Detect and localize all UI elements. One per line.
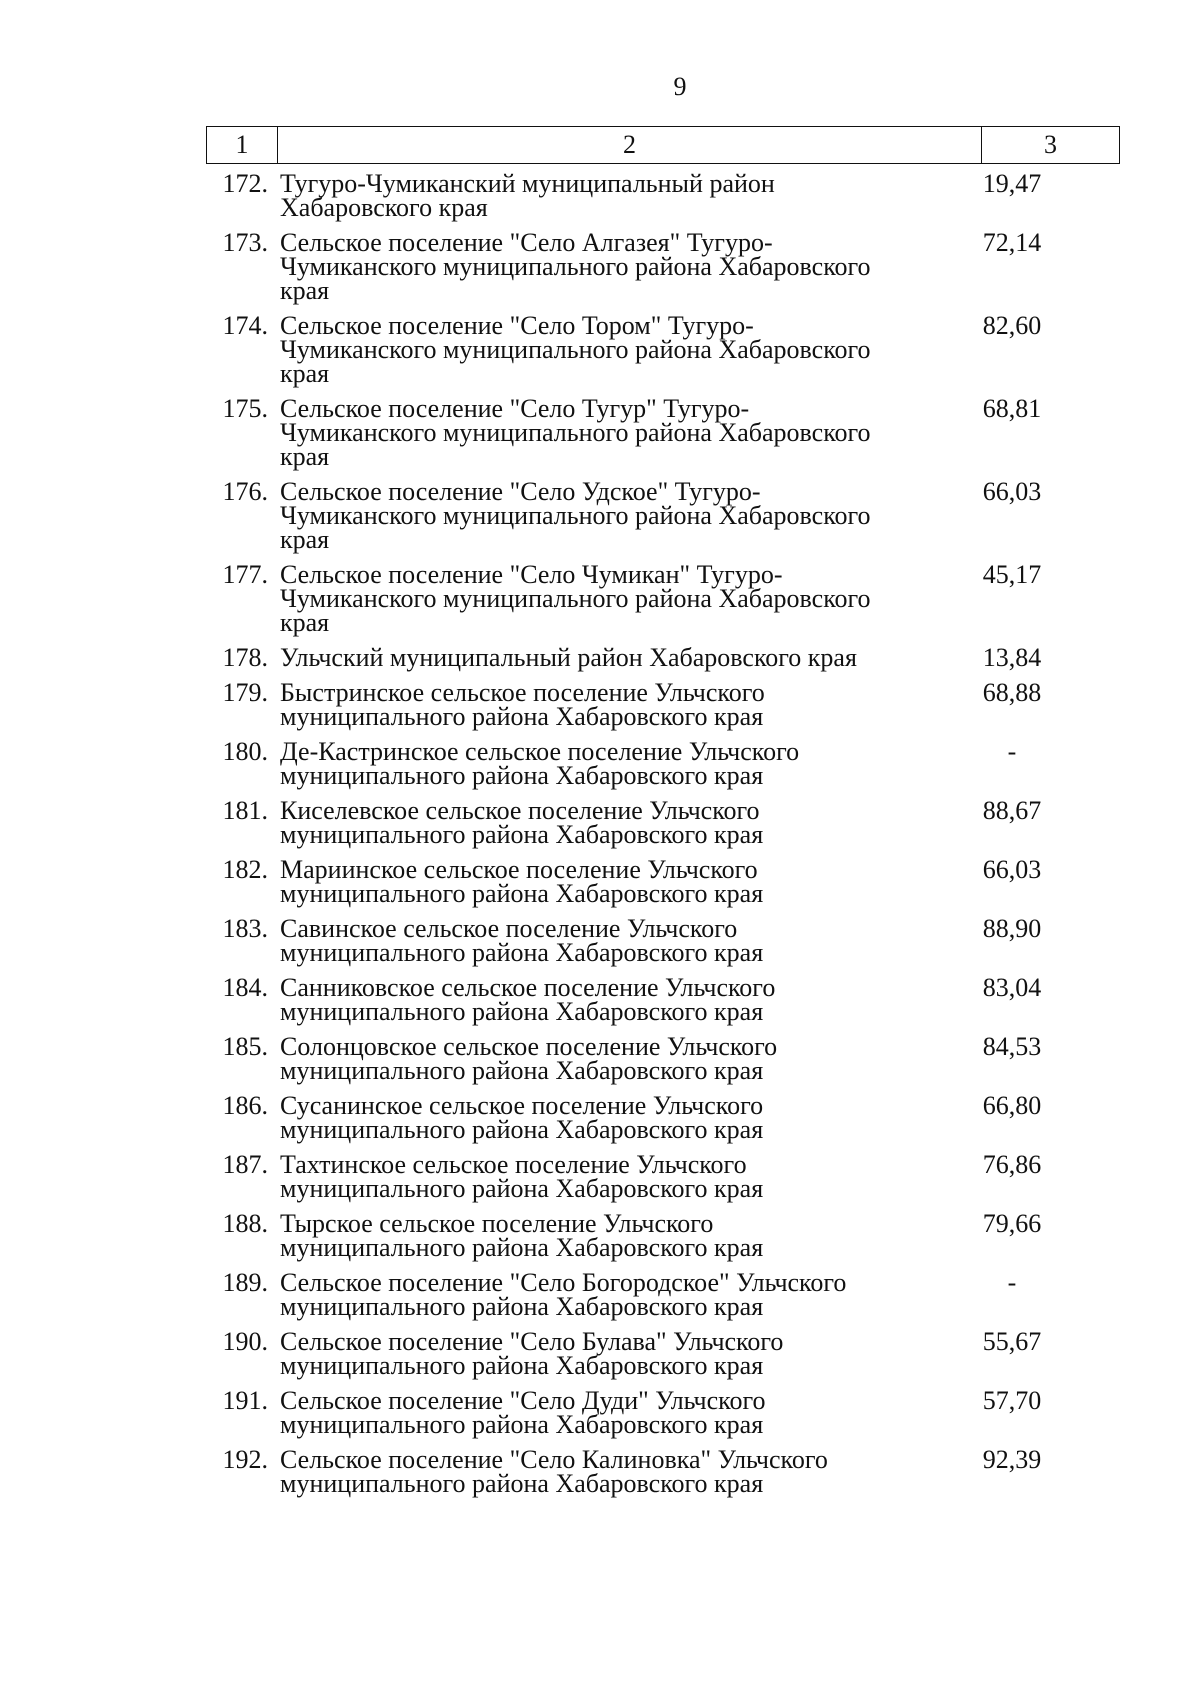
row-name-line: муниципального района Хабаровского края xyxy=(280,1410,764,1439)
table-row xyxy=(206,796,1120,849)
table-row xyxy=(206,1327,1120,1380)
row-number: 182. xyxy=(222,855,268,884)
row-name-line: Тугуро-Чумиканский муниципальный район xyxy=(280,169,775,198)
row-name-line: края xyxy=(280,442,330,471)
row-name-line: муниципального района Хабаровского края xyxy=(280,997,764,1026)
row-number: 186. xyxy=(222,1091,268,1120)
row-name-line: Сельское поселение "Село Чумикан" Тугуро- xyxy=(280,560,783,589)
row-number: 187. xyxy=(222,1150,268,1179)
row-number: 173. xyxy=(222,228,268,257)
row-number: 185. xyxy=(222,1032,268,1061)
row-value: 45,17 xyxy=(982,560,1042,589)
row-value: 55,67 xyxy=(982,1327,1042,1356)
row-name-line: муниципального района Хабаровского края xyxy=(280,1115,764,1144)
row-name-line: муниципального района Хабаровского края xyxy=(280,1233,764,1262)
row-name-line: Сельское поселение "Село Алгазея" Тугуро- xyxy=(280,228,773,257)
row-number: 172. xyxy=(222,169,268,198)
row-name xyxy=(280,1386,940,1439)
row-number: 180. xyxy=(222,737,268,766)
row-name-line: Сельское поселение "Село Калиновка" Ульчского xyxy=(280,1445,828,1474)
row-name xyxy=(280,1209,940,1262)
table-row xyxy=(206,228,1120,305)
row-name-line: Мариинское сельское поселение Ульчского xyxy=(280,855,758,884)
table-header xyxy=(206,126,1120,164)
row-name-line: Де-Кастринское сельское поселение Ульчского xyxy=(280,737,800,766)
row-value: 66,03 xyxy=(982,477,1042,506)
table-row xyxy=(206,394,1120,471)
row-name-line: края xyxy=(280,276,330,305)
row-name-line: муниципального района Хабаровского края xyxy=(280,879,764,908)
row-value: 66,80 xyxy=(982,1091,1042,1120)
row-name xyxy=(280,560,940,637)
table-row xyxy=(206,169,1120,222)
row-name-line: муниципального района Хабаровского края xyxy=(280,938,764,967)
row-name-line: Хабаровского края xyxy=(280,193,488,222)
row-value: 88,67 xyxy=(982,796,1042,825)
row-name-line: муниципального района Хабаровского края xyxy=(280,1351,764,1380)
table-row xyxy=(206,855,1120,908)
row-name-line: муниципального района Хабаровского края xyxy=(280,1174,764,1203)
row-name-line: Быстринское сельское поселение Ульчского xyxy=(280,678,765,707)
row-value: 82,60 xyxy=(982,311,1042,340)
row-name xyxy=(280,1445,940,1498)
row-name xyxy=(280,1150,940,1203)
row-name xyxy=(280,169,940,222)
row-name-line: Сельское поселение "Село Богородское" Ульчского xyxy=(280,1268,847,1297)
row-value: 72,14 xyxy=(982,228,1042,257)
table-row xyxy=(206,477,1120,554)
row-name-line: Сельское поселение "Село Булава" Ульчского xyxy=(280,1327,784,1356)
row-value: 84,53 xyxy=(982,1032,1042,1061)
row-value: 68,88 xyxy=(982,678,1042,707)
row-name-line: Тырское сельское поселение Ульчского xyxy=(280,1209,714,1238)
table-row xyxy=(206,560,1120,637)
row-name xyxy=(280,1268,940,1321)
page-number: 9 xyxy=(673,72,687,101)
row-number: 184. xyxy=(222,973,268,1002)
header-col-1: 1 xyxy=(207,127,278,163)
row-name-line: Чумиканского муниципального района Хабаровского xyxy=(280,501,871,530)
table-row xyxy=(206,1386,1120,1439)
row-name-line: Сельское поселение "Село Тором" Тугуро- xyxy=(280,311,754,340)
header-col-2: 2 xyxy=(278,127,982,163)
row-value: 68,81 xyxy=(982,394,1042,423)
row-name-line: Сусанинское сельское поселение Ульчского xyxy=(280,1091,764,1120)
row-name-line: муниципального района Хабаровского края xyxy=(280,761,764,790)
row-name xyxy=(280,394,940,471)
row-value: 66,03 xyxy=(982,855,1042,884)
header-col-3: 3 xyxy=(1044,130,1057,159)
row-number: 178. xyxy=(222,643,268,672)
row-name-line: Чумиканского муниципального района Хабаровского xyxy=(280,418,871,447)
row-value: 13,84 xyxy=(982,643,1042,672)
row-name-line: Сельское поселение "Село Тугур" Тугуро- xyxy=(280,394,750,423)
table-row xyxy=(206,1268,1120,1321)
row-number: 176. xyxy=(222,477,268,506)
row-name-line: Ульчский муниципальный район Хабаровского края xyxy=(280,643,857,672)
table-row xyxy=(206,311,1120,388)
row-name-line: Тахтинское сельское поселение Ульчского xyxy=(280,1150,747,1179)
row-value: 88,90 xyxy=(982,914,1042,943)
row-name-line: Чумиканского муниципального района Хабаровского xyxy=(280,584,871,613)
row-name-line: края xyxy=(280,608,330,637)
row-value: 79,66 xyxy=(982,1209,1042,1238)
row-name-line: муниципального района Хабаровского края xyxy=(280,1056,764,1085)
row-name-line: края xyxy=(280,525,330,554)
row-name xyxy=(280,737,940,790)
row-name xyxy=(280,796,940,849)
row-value: - xyxy=(1007,1268,1017,1297)
row-name-line: края xyxy=(280,359,330,388)
row-number: 189. xyxy=(222,1268,268,1297)
row-number: 181. xyxy=(222,796,268,825)
row-name-line: Санниковское сельское поселение Ульчского xyxy=(280,973,776,1002)
row-name xyxy=(280,228,940,305)
table-row xyxy=(206,678,1120,731)
row-value: 19,47 xyxy=(982,169,1042,198)
row-number: 174. xyxy=(222,311,268,340)
row-number: 188. xyxy=(222,1209,268,1238)
row-name xyxy=(280,1032,940,1085)
row-name-line: муниципального района Хабаровского края xyxy=(280,1469,764,1498)
row-name-line: муниципального района Хабаровского края xyxy=(280,702,764,731)
row-number: 183. xyxy=(222,914,268,943)
row-name-line: Киселевское сельское поселение Ульчского xyxy=(280,796,760,825)
row-name xyxy=(280,643,940,672)
row-name-line: муниципального района Хабаровского края xyxy=(280,1292,764,1321)
row-name xyxy=(280,973,940,1026)
row-name-line: Савинское сельское поселение Ульчского xyxy=(280,914,738,943)
table-row xyxy=(206,643,1120,672)
table-row xyxy=(206,1150,1120,1203)
row-number: 191. xyxy=(222,1386,268,1415)
table-row xyxy=(206,1091,1120,1144)
row-name xyxy=(280,678,940,731)
row-name xyxy=(280,855,940,908)
row-name-line: Чумиканского муниципального района Хабаровского xyxy=(280,335,871,364)
row-number: 175. xyxy=(222,394,268,423)
row-name-line: Чумиканского муниципального района Хабаровского xyxy=(280,252,871,281)
row-name-line: Солонцовское сельское поселение Ульчского xyxy=(280,1032,778,1061)
row-number: 192. xyxy=(222,1445,268,1474)
row-value: 76,86 xyxy=(982,1150,1042,1179)
row-value: 57,70 xyxy=(982,1386,1042,1415)
row-name-line: Сельское поселение "Село Удское" Тугуро- xyxy=(280,477,761,506)
table-row xyxy=(206,1032,1120,1085)
row-name xyxy=(280,914,940,967)
row-value: 83,04 xyxy=(982,973,1042,1002)
row-name xyxy=(280,477,940,554)
table-row xyxy=(206,914,1120,967)
table-row xyxy=(206,1445,1120,1498)
table-body xyxy=(206,169,1120,1507)
row-number: 190. xyxy=(222,1327,268,1356)
row-name-line: муниципального района Хабаровского края xyxy=(280,820,764,849)
row-number: 179. xyxy=(222,678,268,707)
row-name-line: Сельское поселение "Село Дуди" Ульчского xyxy=(280,1386,766,1415)
row-name xyxy=(280,1327,940,1380)
row-name xyxy=(280,1091,940,1144)
table-row xyxy=(206,973,1120,1026)
table-row xyxy=(206,737,1120,790)
row-value: 92,39 xyxy=(982,1445,1042,1474)
row-name xyxy=(280,311,940,388)
table-row xyxy=(206,1209,1120,1262)
row-value: - xyxy=(1007,737,1017,766)
row-number: 177. xyxy=(222,560,268,589)
